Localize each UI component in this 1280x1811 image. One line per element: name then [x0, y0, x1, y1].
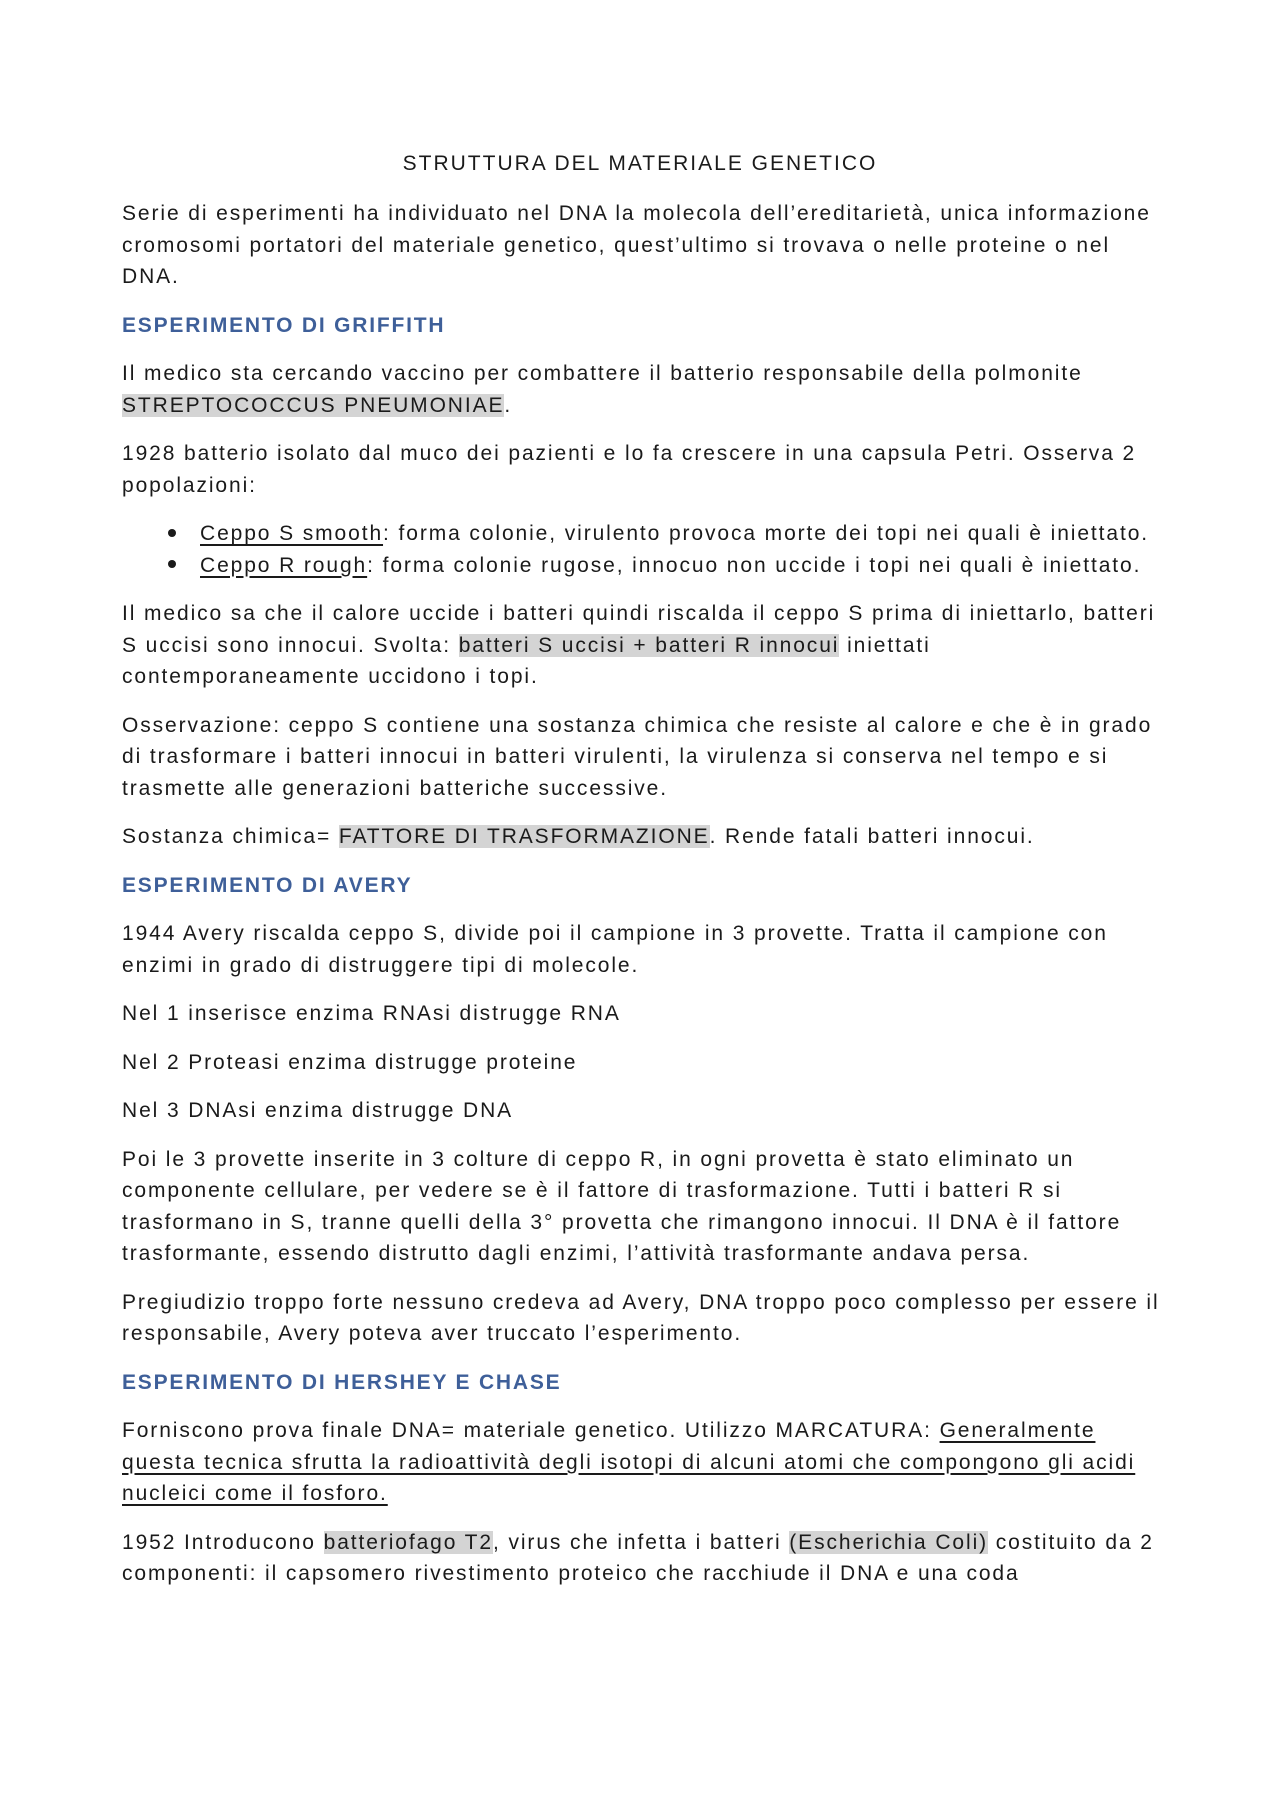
highlight-escherichia-coli: (Escherichia Coli)	[789, 1530, 989, 1554]
avery-paragraph-4: Nel 3 DNAsi enzima distrugge DNA	[122, 1099, 514, 1122]
marking-definition: Generalmente questa tecnica sfrutta la radioattività degli isotopi di alcuni atomi che compongono gli acidi nucleici come il fosforo.	[122, 1419, 1136, 1505]
highlight-killed-bacteria: batteri S uccisi + batteri R innocui	[458, 633, 840, 657]
bullet-icon	[168, 518, 176, 550]
griffith-paragraph-4: Osservazione: ceppo S contiene una sostanza chimica che resiste al calore e che è in grado di trasformare i batteri innocui in batteri virulenti, la virulenza si conserva nel tempo e si trasmette alle generazioni batteriche successive.	[122, 713, 1153, 800]
griffith-paragraph-2: 1928 batterio isolato dal muco dei pazienti e lo fa crescere in una capsula Petri. Osserva 2 popolazioni:	[122, 442, 1137, 497]
strain-s-label: Ceppo S smooth	[200, 522, 384, 545]
avery-paragraph-6: Pregiudizio troppo forte nessuno credeva ad Avery, DNA troppo poco complesso per essere il responsabile, Avery poteva aver truccato l’esperimento.	[122, 1290, 1160, 1345]
avery-paragraph-3: Nel 2 Proteasi enzima distrugge proteine	[122, 1050, 578, 1074]
list-item: Ceppo R rough: forma colonie rugose, innocuo non uccide i topi nei quali è iniettato.	[168, 550, 1160, 582]
hershey-paragraph-1: Forniscono prova finale DNA= materiale genetico. Utilizzo MARCATURA: Generalmente questa tecnica sfrutta la radioattività degli isotopi di alcuni atomi che compongono gli acidi nucleici come il fosforo.	[122, 1419, 1136, 1505]
bullet-icon	[168, 550, 176, 582]
avery-heading: ESPERIMENTO DI AVERY	[122, 873, 413, 897]
hershey-heading: ESPERIMENTO DI HERSHEY E CHASE	[122, 1370, 562, 1394]
highlight-bacteriophage: batteriofago T2	[323, 1530, 493, 1554]
griffith-heading: ESPERIMENTO DI GRIFFITH	[122, 313, 446, 337]
griffith-paragraph-3: Il medico sa che il calore uccide i batteri quindi riscalda il ceppo S prima di iniettarlo, batteri S uccisi sono innocui. Svolta: batteri S uccisi + batteri R innocui iniettati contemporaneamente uccidono i topi.	[122, 602, 1156, 688]
avery-paragraph-2: Nel 1 inserisce enzima RNAsi distrugge RNA	[122, 1002, 621, 1025]
hershey-paragraph-2: 1952 Introducono batteriofago T2, virus che infetta i batteri (Escherichia Coli) costituito da 2 componenti: il capsomero rivestimento proteico che racchiude il DNA e una coda	[122, 1530, 1154, 1585]
strain-list	[122, 518, 1160, 581]
list-item: Ceppo S smooth: forma colonie, virulento provoca morte dei topi nei quali è iniettato.	[168, 518, 1160, 550]
highlight-streptococcus: STREPTOCOCCUS PNEUMONIAE	[122, 393, 505, 417]
highlight-transformation-factor: FATTORE DI TRASFORMAZIONE	[338, 825, 710, 848]
intro-paragraph: Serie di esperimenti ha individuato nel DNA la molecola dell’ereditarietà, unica informazione cromosomi portatori del materiale genetico, quest’ultimo si trovava o nelle proteine o nel DNA.	[122, 202, 1151, 288]
avery-paragraph-1: 1944 Avery riscalda ceppo S, divide poi il campione in 3 provette. Tratta il campione con enzimi in grado di distruggere tipi di molecole.	[122, 922, 1108, 977]
avery-paragraph-5: Poi le 3 provette inserite in 3 colture di ceppo R, in ogni provetta è stato eliminato un componente cellulare, per vedere se è il fattore di trasformazione. Tutti i batteri R si trasformano in S, tranne quelli della 3° provetta che rimangono innocui. Il DNA è il fattore trasformante, essendo distrutto dagli enzimi, l’attività trasformante andava persa.	[122, 1147, 1122, 1265]
griffith-paragraph-1: Il medico sta cercando vaccino per combattere il batterio responsabile della polmonite STREPTOCOCCUS PNEUMONIAE.	[122, 362, 1083, 417]
page-title: STRUTTURA DEL MATERIALE GENETICO	[402, 152, 878, 175]
griffith-paragraph-5: Sostanza chimica= FATTORE DI TRASFORMAZIONE. Rende fatali batteri innocui.	[122, 825, 1035, 848]
strain-r-label: Ceppo R rough	[200, 553, 368, 577]
